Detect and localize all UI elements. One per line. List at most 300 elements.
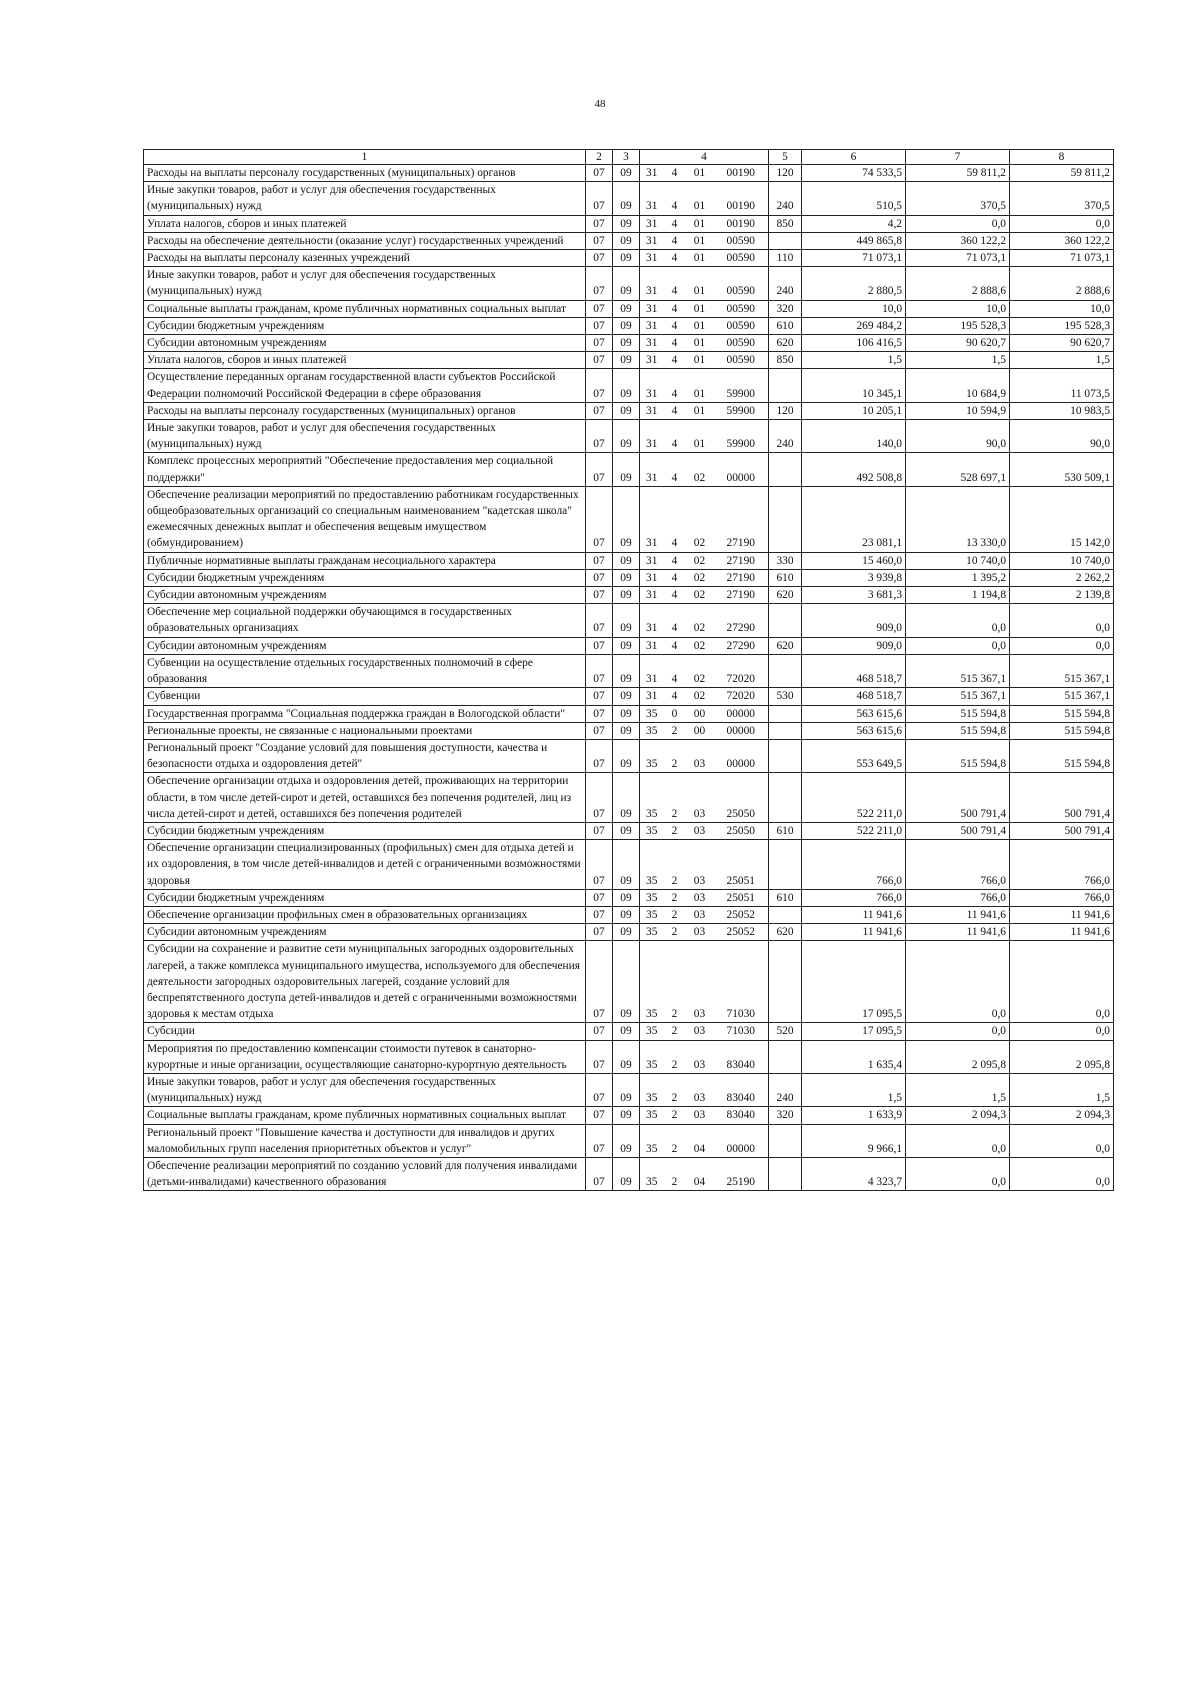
subsection-code: 09 [613, 637, 640, 654]
subprogram-code: 4 [664, 420, 686, 453]
amount-col-6: 15 460,0 [802, 552, 906, 569]
expense-type-code: 610 [769, 317, 802, 334]
direction-code: 71030 [714, 941, 769, 1023]
program-code: 31 [640, 552, 664, 569]
amount-col-8: 515 367,1 [1010, 654, 1114, 687]
section-code: 07 [586, 335, 613, 352]
expense-type-code: 240 [769, 267, 802, 300]
amount-col-7: 0,0 [906, 941, 1010, 1023]
amount-col-7: 10 684,9 [906, 369, 1010, 402]
amount-col-8: 195 528,3 [1010, 317, 1114, 334]
subsection-code: 09 [613, 1040, 640, 1073]
table-row [144, 906, 1114, 923]
event-code: 01 [686, 165, 714, 182]
table-row [144, 552, 1114, 569]
program-code: 31 [640, 637, 664, 654]
program-code: 31 [640, 369, 664, 402]
amount-col-7: 10 740,0 [906, 552, 1010, 569]
subprogram-code: 4 [664, 317, 686, 334]
amount-col-7: 2 094,3 [906, 1107, 1010, 1124]
row-name: Мероприятия по предоставлению компенсации стоимости путевок в санаторно-курортные и иные организации, осуществляющие санаторно-курортную деятельность [144, 1040, 586, 1073]
section-code: 07 [586, 165, 613, 182]
subprogram-code: 4 [664, 182, 686, 215]
direction-code: 27290 [714, 604, 769, 637]
row-name: Региональный проект "Повышение качества и доступности для инвалидов и других маломобильных групп населения приоритетных объектов и услуг" [144, 1124, 586, 1157]
row-name: Обеспечение реализации мероприятий по предоставлению работникам государственных общеобразовательных организаций со специальным наименованием "кадетская школа" ежемесячных денежных выплат и обеспечения вещевым имуществом (обмундированием) [144, 486, 586, 552]
direction-code: 72020 [714, 688, 769, 705]
header-row [144, 150, 1114, 165]
event-code: 03 [686, 941, 714, 1023]
subprogram-code: 4 [664, 402, 686, 419]
row-name: Субсидии [144, 1023, 586, 1040]
direction-code: 27190 [714, 569, 769, 586]
amount-col-8: 2 139,8 [1010, 587, 1114, 604]
event-code: 01 [686, 267, 714, 300]
subprogram-code: 4 [664, 552, 686, 569]
subsection-code: 09 [613, 352, 640, 369]
row-name: Обеспечение организации специализированных (профильных) смен для отдыха детей и их оздоровления, в том числе детей-инвалидов и детей с ограниченными возможностями здоровья [144, 840, 586, 890]
program-code: 31 [640, 486, 664, 552]
program-code: 31 [640, 165, 664, 182]
amount-col-8: 1,5 [1010, 1073, 1114, 1106]
program-code: 31 [640, 215, 664, 232]
subsection-code: 09 [613, 420, 640, 453]
expense-type-code: 610 [769, 569, 802, 586]
event-code: 02 [686, 688, 714, 705]
amount-col-7: 2 888,6 [906, 267, 1010, 300]
amount-col-7: 370,5 [906, 182, 1010, 215]
event-code: 04 [686, 1124, 714, 1157]
event-code: 00 [686, 705, 714, 722]
row-name: Обеспечение мер социальной поддержки обучающимся в государственных образовательных организациях [144, 604, 586, 637]
table-row [144, 250, 1114, 267]
direction-code: 00190 [714, 165, 769, 182]
header-cell: 5 [769, 150, 802, 165]
subsection-code: 09 [613, 688, 640, 705]
row-name: Региональный проект "Создание условий для повышения доступности, качества и безопасности отдыха и оздоровления детей" [144, 739, 586, 772]
table-row [144, 352, 1114, 369]
event-code: 02 [686, 486, 714, 552]
program-code: 35 [640, 739, 664, 772]
direction-code: 25052 [714, 924, 769, 941]
subsection-code: 09 [613, 705, 640, 722]
row-name: Расходы на выплаты персоналу государственных (муниципальных) органов [144, 165, 586, 182]
direction-code: 00590 [714, 267, 769, 300]
table-row [144, 165, 1114, 182]
event-code: 01 [686, 182, 714, 215]
amount-col-8: 11 073,5 [1010, 369, 1114, 402]
amount-col-8: 90,0 [1010, 420, 1114, 453]
table-row [144, 889, 1114, 906]
program-code: 35 [640, 722, 664, 739]
table-row [144, 739, 1114, 772]
direction-code: 59900 [714, 402, 769, 419]
header-cell: 3 [613, 150, 640, 165]
subprogram-code: 4 [664, 688, 686, 705]
section-code: 07 [586, 352, 613, 369]
amount-col-6: 71 073,1 [802, 250, 906, 267]
table-row [144, 569, 1114, 586]
subsection-code: 09 [613, 569, 640, 586]
event-code: 03 [686, 906, 714, 923]
section-code: 07 [586, 317, 613, 334]
amount-col-6: 269 484,2 [802, 317, 906, 334]
amount-col-8: 515 594,8 [1010, 739, 1114, 772]
row-name: Комплекс процессных мероприятий "Обеспечение предоставления мер социальной поддержки" [144, 453, 586, 486]
subprogram-code: 2 [664, 1023, 686, 1040]
amount-col-6: 909,0 [802, 604, 906, 637]
expense-type-code: 320 [769, 1107, 802, 1124]
subsection-code: 09 [613, 1157, 640, 1190]
expense-type-code: 330 [769, 552, 802, 569]
amount-col-8: 71 073,1 [1010, 250, 1114, 267]
subprogram-code: 2 [664, 773, 686, 823]
direction-code: 27190 [714, 587, 769, 604]
subsection-code: 09 [613, 165, 640, 182]
program-code: 31 [640, 352, 664, 369]
subprogram-code: 4 [664, 569, 686, 586]
event-code: 02 [686, 569, 714, 586]
program-code: 31 [640, 453, 664, 486]
program-code: 35 [640, 705, 664, 722]
amount-col-8: 0,0 [1010, 215, 1114, 232]
table-row [144, 1107, 1114, 1124]
table-row [144, 773, 1114, 823]
row-name: Социальные выплаты гражданам, кроме публичных нормативных социальных выплат [144, 1107, 586, 1124]
program-code: 35 [640, 889, 664, 906]
program-code: 31 [640, 402, 664, 419]
amount-col-8: 530 509,1 [1010, 453, 1114, 486]
program-code: 35 [640, 822, 664, 839]
table-row [144, 300, 1114, 317]
expense-type-code [769, 604, 802, 637]
section-code: 07 [586, 552, 613, 569]
budget-table [143, 149, 1114, 1191]
event-code: 03 [686, 1023, 714, 1040]
header-cell: 7 [906, 150, 1010, 165]
subprogram-code: 4 [664, 335, 686, 352]
amount-col-6: 766,0 [802, 889, 906, 906]
subprogram-code: 2 [664, 840, 686, 890]
expense-type-code [769, 1124, 802, 1157]
section-code: 07 [586, 889, 613, 906]
amount-col-8: 10,0 [1010, 300, 1114, 317]
table-row [144, 1023, 1114, 1040]
amount-col-7: 90,0 [906, 420, 1010, 453]
subsection-code: 09 [613, 317, 640, 334]
direction-code: 27290 [714, 637, 769, 654]
section-code: 07 [586, 739, 613, 772]
amount-col-6: 140,0 [802, 420, 906, 453]
subprogram-code: 4 [664, 215, 686, 232]
subsection-code: 09 [613, 369, 640, 402]
subprogram-code: 2 [664, 941, 686, 1023]
subsection-code: 09 [613, 300, 640, 317]
subsection-code: 09 [613, 552, 640, 569]
event-code: 01 [686, 232, 714, 249]
event-code: 03 [686, 773, 714, 823]
direction-code: 83040 [714, 1073, 769, 1106]
event-code: 01 [686, 352, 714, 369]
amount-col-8: 11 941,6 [1010, 906, 1114, 923]
program-code: 35 [640, 1124, 664, 1157]
section-code: 07 [586, 924, 613, 941]
amount-col-6: 10 345,1 [802, 369, 906, 402]
amount-col-6: 468 518,7 [802, 654, 906, 687]
amount-col-7: 1,5 [906, 1073, 1010, 1106]
row-name: Субвенции [144, 688, 586, 705]
expense-type-code [769, 705, 802, 722]
program-code: 35 [640, 773, 664, 823]
amount-col-7: 515 594,8 [906, 705, 1010, 722]
program-code: 35 [640, 1040, 664, 1073]
program-code: 31 [640, 587, 664, 604]
amount-col-6: 1 635,4 [802, 1040, 906, 1073]
direction-code: 00590 [714, 335, 769, 352]
event-code: 01 [686, 420, 714, 453]
amount-col-6: 510,5 [802, 182, 906, 215]
subsection-code: 09 [613, 722, 640, 739]
amount-col-6: 2 880,5 [802, 267, 906, 300]
table-row [144, 1124, 1114, 1157]
amount-col-8: 515 594,8 [1010, 722, 1114, 739]
row-name: Региональные проекты, не связанные с национальными проектами [144, 722, 586, 739]
section-code: 07 [586, 1107, 613, 1124]
subprogram-code: 2 [664, 924, 686, 941]
expense-type-code [769, 739, 802, 772]
subprogram-code: 4 [664, 165, 686, 182]
expense-type-code: 620 [769, 587, 802, 604]
subsection-code: 09 [613, 889, 640, 906]
program-code: 31 [640, 420, 664, 453]
row-name: Субсидии бюджетным учреждениям [144, 889, 586, 906]
amount-col-6: 10,0 [802, 300, 906, 317]
subsection-code: 09 [613, 267, 640, 300]
table-row [144, 1040, 1114, 1073]
subsection-code: 09 [613, 906, 640, 923]
amount-col-7: 13 330,0 [906, 486, 1010, 552]
direction-code: 25051 [714, 840, 769, 890]
amount-col-8: 0,0 [1010, 637, 1114, 654]
row-name: Субсидии бюджетным учреждениям [144, 317, 586, 334]
program-code: 31 [640, 250, 664, 267]
amount-col-6: 74 533,5 [802, 165, 906, 182]
subprogram-code: 2 [664, 1073, 686, 1106]
table-row [144, 822, 1114, 839]
amount-col-6: 23 081,1 [802, 486, 906, 552]
expense-type-code: 320 [769, 300, 802, 317]
row-name: Расходы на выплаты персоналу казенных учреждений [144, 250, 586, 267]
expense-type-code: 120 [769, 402, 802, 419]
event-code: 01 [686, 215, 714, 232]
row-name: Субсидии автономным учреждениям [144, 924, 586, 941]
event-code: 01 [686, 369, 714, 402]
amount-col-6: 11 941,6 [802, 924, 906, 941]
amount-col-7: 11 941,6 [906, 924, 1010, 941]
program-code: 31 [640, 232, 664, 249]
amount-col-6: 3 939,8 [802, 569, 906, 586]
amount-col-7: 0,0 [906, 1023, 1010, 1040]
amount-col-8: 0,0 [1010, 1023, 1114, 1040]
expense-type-code: 850 [769, 215, 802, 232]
amount-col-6: 909,0 [802, 637, 906, 654]
table-row [144, 369, 1114, 402]
row-name: Уплата налогов, сборов и иных платежей [144, 215, 586, 232]
section-code: 07 [586, 587, 613, 604]
page-number: 48 [594, 98, 606, 110]
row-name: Иные закупки товаров, работ и услуг для обеспечения государственных (муниципальных) нужд [144, 1073, 586, 1106]
table-row [144, 267, 1114, 300]
expense-type-code: 240 [769, 182, 802, 215]
amount-col-6: 11 941,6 [802, 906, 906, 923]
event-code: 01 [686, 317, 714, 334]
direction-code: 25050 [714, 822, 769, 839]
amount-col-7: 500 791,4 [906, 773, 1010, 823]
row-name: Субсидии бюджетным учреждениям [144, 822, 586, 839]
section-code: 07 [586, 1124, 613, 1157]
section-code: 07 [586, 773, 613, 823]
direction-code: 25190 [714, 1157, 769, 1190]
direction-code: 00000 [714, 739, 769, 772]
amount-col-7: 90 620,7 [906, 335, 1010, 352]
amount-col-8: 2 888,6 [1010, 267, 1114, 300]
subprogram-code: 2 [664, 1107, 686, 1124]
amount-col-8: 370,5 [1010, 182, 1114, 215]
table-row [144, 705, 1114, 722]
direction-code: 00590 [714, 232, 769, 249]
header-cell: 6 [802, 150, 906, 165]
program-code: 35 [640, 1073, 664, 1106]
subprogram-code: 4 [664, 300, 686, 317]
subsection-code: 09 [613, 402, 640, 419]
amount-col-8: 11 941,6 [1010, 924, 1114, 941]
amount-col-6: 4 323,7 [802, 1157, 906, 1190]
table-row [144, 924, 1114, 941]
subprogram-code: 2 [664, 739, 686, 772]
row-name: Субсидии бюджетным учреждениям [144, 569, 586, 586]
section-code: 07 [586, 300, 613, 317]
expense-type-code [769, 840, 802, 890]
section-code: 07 [586, 569, 613, 586]
amount-col-7: 1 395,2 [906, 569, 1010, 586]
section-code: 07 [586, 1040, 613, 1073]
amount-col-6: 553 649,5 [802, 739, 906, 772]
amount-col-6: 17 095,5 [802, 941, 906, 1023]
expense-type-code: 620 [769, 335, 802, 352]
expense-type-code [769, 906, 802, 923]
expense-type-code [769, 773, 802, 823]
row-name: Осуществление переданных органам государственной власти субъектов Российской Федерации полномочий Российской Федерации в сфере образования [144, 369, 586, 402]
amount-col-6: 766,0 [802, 840, 906, 890]
section-code: 07 [586, 906, 613, 923]
row-name: Обеспечение реализации мероприятий по созданию условий для получения инвалидами (детьми-инвалидами) качественного образования [144, 1157, 586, 1190]
row-name: Государственная программа "Социальная поддержка граждан в Вологодской области" [144, 705, 586, 722]
subsection-code: 09 [613, 587, 640, 604]
direction-code: 00590 [714, 352, 769, 369]
table-row [144, 654, 1114, 687]
amount-col-8: 2 095,8 [1010, 1040, 1114, 1073]
expense-type-code: 620 [769, 924, 802, 941]
direction-code: 00000 [714, 705, 769, 722]
table-row [144, 232, 1114, 249]
direction-code: 25052 [714, 906, 769, 923]
expense-type-code [769, 722, 802, 739]
table-row [144, 335, 1114, 352]
expense-type-code [769, 453, 802, 486]
program-code: 31 [640, 688, 664, 705]
amount-col-6: 449 865,8 [802, 232, 906, 249]
subprogram-code: 4 [664, 232, 686, 249]
amount-col-7: 0,0 [906, 215, 1010, 232]
amount-col-7: 515 367,1 [906, 688, 1010, 705]
row-name: Субсидии автономным учреждениям [144, 637, 586, 654]
expense-type-code: 610 [769, 822, 802, 839]
subprogram-code: 2 [664, 722, 686, 739]
section-code: 07 [586, 941, 613, 1023]
subprogram-code: 4 [664, 604, 686, 637]
direction-code: 83040 [714, 1107, 769, 1124]
direction-code: 25050 [714, 773, 769, 823]
amount-col-6: 3 681,3 [802, 587, 906, 604]
row-name: Обеспечение организации профильных смен в образовательных организациях [144, 906, 586, 923]
row-name: Субсидии автономным учреждениям [144, 587, 586, 604]
subprogram-code: 4 [664, 637, 686, 654]
event-code: 04 [686, 1157, 714, 1190]
amount-col-8: 766,0 [1010, 889, 1114, 906]
section-code: 07 [586, 420, 613, 453]
subsection-code: 09 [613, 215, 640, 232]
subsection-code: 09 [613, 822, 640, 839]
expense-type-code: 110 [769, 250, 802, 267]
section-code: 07 [586, 1023, 613, 1040]
amount-col-7: 766,0 [906, 889, 1010, 906]
section-code: 07 [586, 822, 613, 839]
event-code: 03 [686, 1040, 714, 1073]
amount-col-8: 10 983,5 [1010, 402, 1114, 419]
direction-code: 27190 [714, 486, 769, 552]
row-name: Расходы на выплаты персоналу государственных (муниципальных) органов [144, 402, 586, 419]
expense-type-code: 120 [769, 165, 802, 182]
subsection-code: 09 [613, 1107, 640, 1124]
section-code: 07 [586, 604, 613, 637]
section-code: 07 [586, 1157, 613, 1190]
program-code: 35 [640, 1023, 664, 1040]
row-name: Социальные выплаты гражданам, кроме публичных нормативных социальных выплат [144, 300, 586, 317]
amount-col-8: 59 811,2 [1010, 165, 1114, 182]
program-code: 31 [640, 569, 664, 586]
table-row [144, 587, 1114, 604]
amount-col-7: 528 697,1 [906, 453, 1010, 486]
subsection-code: 09 [613, 1073, 640, 1106]
amount-col-7: 766,0 [906, 840, 1010, 890]
amount-col-7: 500 791,4 [906, 822, 1010, 839]
subprogram-code: 4 [664, 486, 686, 552]
program-code: 35 [640, 941, 664, 1023]
program-code: 31 [640, 300, 664, 317]
section-code: 07 [586, 705, 613, 722]
row-name: Расходы на обеспечение деятельности (оказание услуг) государственных учреждений [144, 232, 586, 249]
amount-col-6: 468 518,7 [802, 688, 906, 705]
program-code: 31 [640, 604, 664, 637]
expense-type-code [769, 369, 802, 402]
event-code: 01 [686, 300, 714, 317]
direction-code: 00590 [714, 300, 769, 317]
table-row [144, 840, 1114, 890]
expense-type-code [769, 1040, 802, 1073]
event-code: 01 [686, 250, 714, 267]
event-code: 03 [686, 889, 714, 906]
table-body [144, 165, 1114, 1191]
